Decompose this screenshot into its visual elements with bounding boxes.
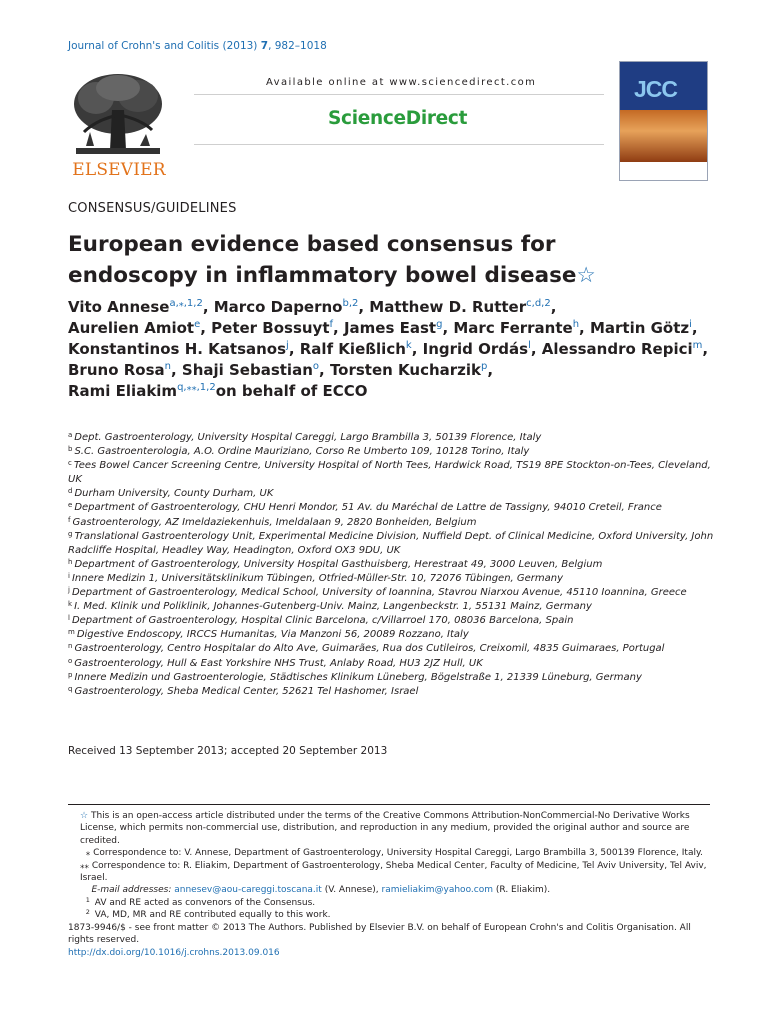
affiliation-item (68, 685, 718, 699)
affiliation-letter: e (68, 501, 73, 510)
affiliation-item (68, 558, 718, 572)
author-name[interactable]: Martin Götz (589, 319, 690, 337)
cover-title: JCC (634, 76, 678, 102)
affiliation-text: S.C. Gastroenterologia, A.O. Ordine Mauriziano, Corso Re Umberto 109, 10128 Torino, Italy (74, 446, 530, 458)
author-separator: , (702, 340, 709, 358)
copyright-text: 1873-9946/$ - see front matter © 2013 The Authors. Published by Elsevier B.V. on behalf of European Crohn's and Colitis Organisation. All rights reserved. (68, 923, 691, 946)
affiliation-letter: c (68, 459, 72, 468)
author-affiliation-sup[interactable]: o (312, 361, 320, 372)
affiliation-item (68, 459, 718, 487)
affiliation-text: Gastroenterology, Centro Hospitalar do Alto Ave, Guimarães, Rua dos Cutileiros, Creixomil, 4835 Guimaraes, Portugal (74, 643, 665, 655)
cover-footer (620, 162, 707, 180)
author-separator: , (579, 319, 590, 337)
affiliation-item (68, 516, 718, 530)
affiliation-item (68, 614, 718, 628)
journal-reference[interactable] (68, 40, 327, 52)
affiliation-text: Department of Gastroenterology, Medical School, University of Ioannina, Stavrou Niarxou Avenue, 45110 Ioannina, Greece (71, 587, 687, 599)
email-link-annese[interactable]: annesev@aou-careggi.toscana.it (174, 885, 322, 896)
author-name[interactable]: Konstantinos H. Katsanos (68, 340, 287, 358)
author-separator: , (288, 340, 300, 358)
footnote-rule (68, 804, 710, 805)
affiliation-text: Department of Gastroenterology, CHU Henri Mondor, 51 Av. du Maréchal de Lattre de Tassigny, 94010 Creteil, France (74, 502, 662, 514)
affiliation-letter: p (68, 670, 73, 679)
author-line (68, 297, 758, 318)
affiliation-text: Durham University, County Durham, UK (74, 488, 274, 500)
author-name[interactable]: Aurelien Amiot (68, 319, 195, 337)
author-affiliation-sup[interactable]: h (572, 319, 580, 330)
author-name[interactable]: Rami Eliakim (68, 382, 178, 400)
article-title (68, 229, 668, 291)
header-divider-bottom (194, 144, 604, 145)
affiliation-item (68, 642, 718, 656)
affiliation-item (68, 572, 718, 586)
affiliation-letter: b (68, 445, 73, 454)
elsevier-wordmark: ELSEVIER (72, 160, 166, 180)
title-line-2: endoscopy in inflammatory bowel disease☆ (68, 263, 596, 288)
author-line (68, 360, 758, 381)
author-separator: , (487, 361, 494, 379)
affiliation-text: Gastroenterology, AZ Imeldaziekenhuis, Imeldalaan 9, 2820 Bonheiden, Belgium (72, 516, 477, 528)
affiliation-text: I. Med. Klinik und Poliklinik, Johannes-Gutenberg-Univ. Mainz, Langenbeckstr. 1, 55131 Mainz, Germany (74, 601, 592, 613)
author-affiliation-sup[interactable]: b,2 (342, 298, 359, 309)
journal-name: Journal of Crohn's and Colitis (2013) (68, 40, 258, 52)
author-line (68, 318, 758, 339)
author-affiliation-sup[interactable]: p (481, 361, 488, 372)
affiliation-item (68, 487, 718, 501)
author-line (68, 339, 758, 360)
author-separator: on behalf of ECCO (215, 382, 368, 400)
author-affiliation-sup[interactable]: g (436, 319, 443, 330)
author-line (68, 381, 758, 402)
affiliation-text: Dept. Gastroenterology, University Hospital Careggi, Largo Brambilla 3, 50139 Florence, Italy (74, 432, 542, 443)
affiliation-letter: a (68, 431, 73, 439)
affiliation-letter: l (68, 614, 70, 623)
author-name[interactable]: Bruno Rosa (68, 361, 165, 379)
author-separator: , (442, 319, 454, 337)
affiliation-item (68, 657, 718, 671)
title-line-1: European evidence based consensus for (68, 232, 556, 257)
author-affiliation-sup[interactable]: q,⁎⁎,1,2 (177, 382, 216, 393)
footnotes (80, 810, 715, 922)
affiliation-text: Digestive Endoscopy, IRCCS Humanitas, Via Manzoni 56, 20089 Rozzano, Italy (76, 629, 469, 641)
header-divider-top (194, 94, 604, 95)
affiliation-item (68, 431, 718, 445)
author-separator: , (319, 361, 330, 379)
author-separator: , (411, 340, 423, 358)
author-separator: , (358, 298, 370, 316)
affiliation-letter: j (68, 586, 70, 595)
footnote-1: $^1$ AV and RE acted as convenors of the Consensus. (85, 895, 316, 908)
available-online-text: Available online at www.sciencedirect.com (266, 77, 537, 88)
author-separator: , (202, 298, 214, 316)
author-name[interactable]: Vito Annese (68, 298, 170, 316)
author-separator: , (691, 319, 698, 337)
affiliation-item (68, 628, 718, 642)
affiliation-item (68, 501, 718, 515)
affiliation-text: Innere Medizin und Gastroenterologie, Städtisches Klinikum Lüneberg, Bögelstraße 1, 21339 Lüneburg, Germany (74, 671, 642, 683)
author-name[interactable]: Shaji Sebastian (181, 361, 313, 379)
affiliation-letter: i (68, 571, 70, 580)
affiliations-list (68, 431, 718, 699)
doi-link[interactable]: http://dx.doi.org/10.1016/j.crohns.2013.09.016 (68, 947, 280, 958)
author-affiliation-sup[interactable]: e (194, 319, 201, 330)
oa-star-icon: ☆ (80, 811, 89, 821)
journal-volume: 7 (260, 40, 269, 52)
affiliation-text: Gastroenterology, Hull & East Yorkshire NHS Trust, Anlaby Road, HU3 2JZ Hull, UK (74, 657, 483, 669)
affiliation-letter: k (68, 600, 73, 609)
author-name[interactable]: Alessandro Repici (541, 340, 693, 358)
author-affiliation-sup[interactable]: k (405, 340, 412, 351)
affiliation-item (68, 586, 718, 600)
author-separator: , (333, 319, 344, 337)
affiliation-text: Innere Medizin 1, Universitätsklinikum Tübingen, Otfried-Müller-Str. 10, 72076 Tübingen, Germany (71, 572, 564, 584)
author-affiliation-sup[interactable]: j (286, 340, 289, 351)
affiliation-text: Tees Bowel Cancer Screening Centre, University Hospital of North Tees, Hardwick Road, TS19 8PE Stockton-on-Tees, Cleveland, UK (68, 460, 711, 486)
affiliation-letter: d (68, 487, 73, 496)
author-affiliation-sup[interactable]: i (689, 319, 692, 330)
author-affiliation-sup[interactable]: a,⁎,1,2 (169, 298, 203, 309)
correspondence-2: ⁎⁎ Correspondence to: R. Eliakim, Department of Gastroenterology, Sheba Medical Center, Faculty of Medicine, Tel Aviv University, Tel Aviv, Israel. (80, 860, 707, 884)
author-separator: , (530, 340, 542, 358)
affiliation-letter: n (68, 642, 73, 651)
author-name[interactable]: Marco Daperno (213, 298, 343, 316)
author-separator: , (200, 319, 212, 337)
title-star-icon[interactable]: ☆ (576, 263, 596, 288)
author-affiliation-sup[interactable]: c,d,2 (526, 298, 551, 309)
email-addresses: E-mail addresses: annesev@aou-careggi.toscana.it (V. Annese), ramieliakim@yahoo.com (R. Eliakim). (91, 885, 551, 896)
author-affiliation-sup[interactable]: f (329, 319, 334, 330)
author-separator: , (170, 361, 182, 379)
footnote-2: $^2$ VA, MD, MR and RE contributed equally to this work. (85, 908, 331, 921)
affiliation-text: Translational Gastroenterology Unit, Experimental Medicine Division, Nuffield Dept. of Clinical Medicine, Oxford University, John Radcliffe Hospital, Headley Way, Headington, Oxford OX3 9DU, UK (68, 530, 714, 556)
journal-pages: , 982–1018 (268, 40, 327, 52)
author-separator: , (550, 298, 557, 316)
affiliation-letter: h (68, 557, 73, 566)
copyright-block (68, 922, 718, 959)
affiliation-item (68, 600, 718, 614)
affiliation-item (68, 445, 718, 459)
author-name[interactable]: Torsten Kucharzik (329, 361, 482, 379)
affiliation-text: Gastroenterology, Sheba Medical Center, 52621 Tel Hashomer, Israel (74, 685, 419, 697)
author-affiliation-sup[interactable]: l (528, 340, 531, 351)
author-affiliation-sup[interactable]: n (164, 361, 171, 372)
cover-photo-band (620, 110, 707, 162)
affiliation-letter: g (68, 529, 73, 538)
journal-cover-image (619, 61, 708, 181)
affiliation-letter: o (68, 656, 73, 665)
section-label: CONSENSUS/GUIDELINES (68, 201, 237, 216)
affiliation-item (68, 671, 718, 685)
affiliation-letter: f (68, 515, 71, 524)
affiliation-item (68, 530, 718, 558)
author-name[interactable]: Ralf Kießlich (299, 340, 406, 358)
author-name[interactable]: Peter Bossuyt (211, 319, 330, 337)
received-dates: Received 13 September 2013; accepted 20 September 2013 (68, 745, 388, 757)
affiliation-letter: q (68, 684, 73, 693)
author-name[interactable]: James East (343, 319, 437, 337)
affiliation-text: Department of Gastroenterology, Hospital Clinic Barcelona, c/Villarroel 170, 08036 Barcelona, Spain (71, 615, 574, 627)
author-name[interactable]: Marc Ferrante (453, 319, 573, 337)
affiliation-text: Department of Gastroenterology, University Hospital Gasthuisberg, Herestraat 49, 3000 Leuven, Belgium (74, 558, 603, 570)
author-name[interactable]: Ingrid Ordás (422, 340, 529, 358)
email-link-eliakim[interactable]: ramieliakim@yahoo.com (381, 885, 493, 896)
sciencedirect-logo[interactable]: ScienceDirect (328, 108, 468, 129)
author-list (68, 297, 758, 402)
author-affiliation-sup[interactable]: m (692, 340, 703, 351)
open-access-note: ☆ This is an open-access article distributed under the terms of the Creative Commons Attribution-NonCommercial-No Derivative Works License, which permits non-commercial use, distribution, and reproduction in any medium, provided the original author and source are credited. (80, 811, 690, 846)
author-name[interactable]: Matthew D. Rutter (369, 298, 527, 316)
correspondence-1: ⁎ Correspondence to: V. Annese, Department of Gastroenterology, University Hospital Careggi, Largo Brambilla 3, 500139 Florence, Italy. (85, 848, 703, 859)
affiliation-letter: m (68, 628, 75, 637)
